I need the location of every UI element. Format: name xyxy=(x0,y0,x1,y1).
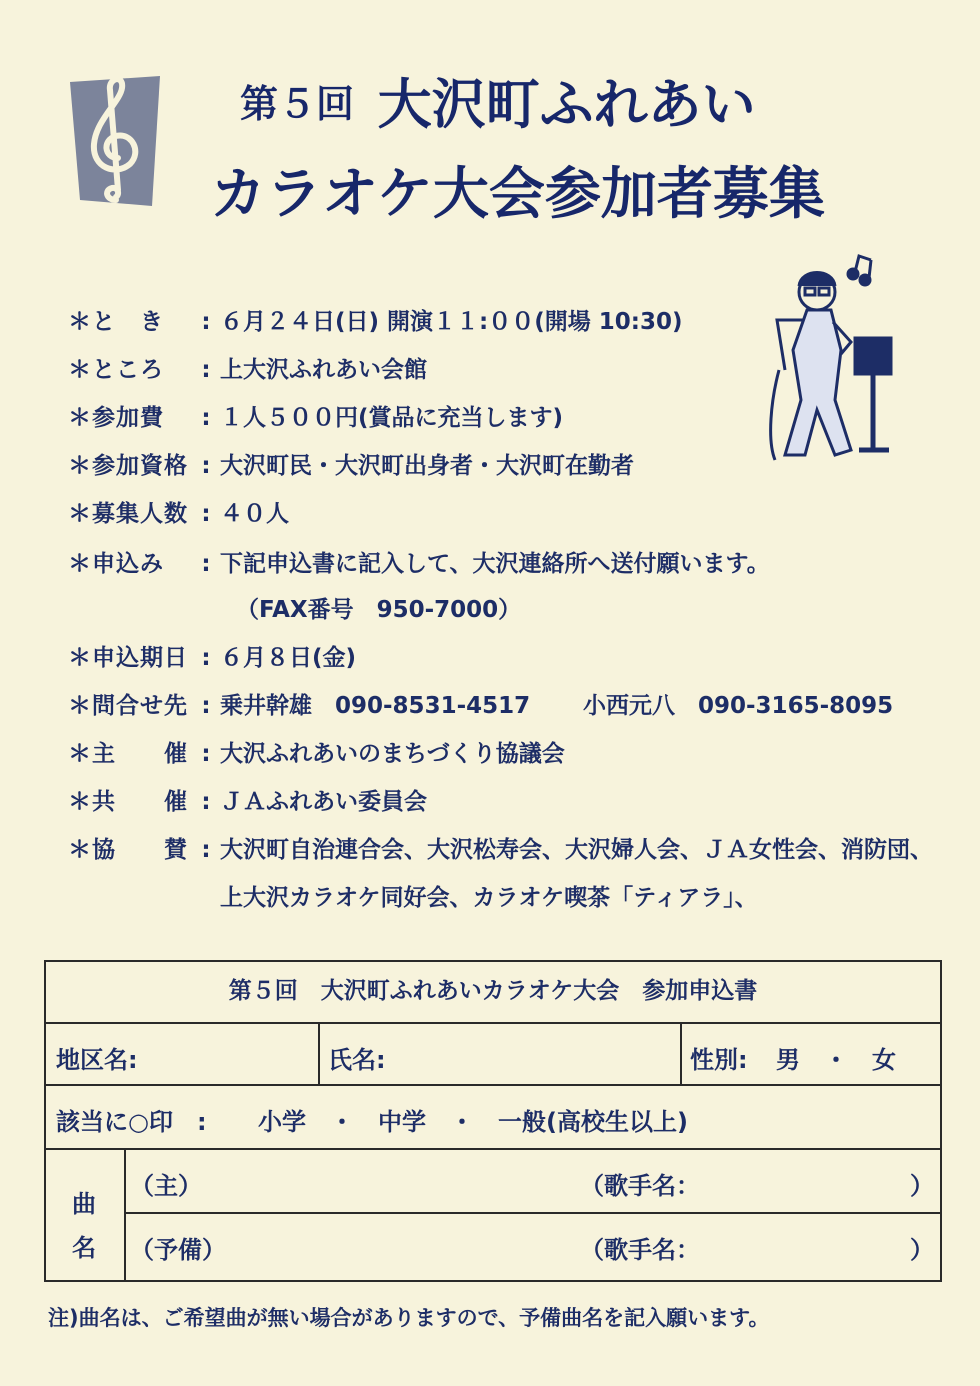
detail-value: ６月８日(金) xyxy=(220,645,357,671)
detail-label: ＊ところ xyxy=(68,357,164,383)
detail-separator: : xyxy=(201,789,211,815)
detail-organizer xyxy=(68,734,948,774)
detail-value: １人５００円(賞品に充当します) xyxy=(220,405,564,431)
detail-value: 大沢町民・大沢町出身者・大沢町在勤者 xyxy=(220,453,634,479)
close-paren: ） xyxy=(910,1172,934,1200)
detail-label: ＊共 催 xyxy=(68,789,188,815)
detail-application xyxy=(68,544,948,584)
detail-sponsors xyxy=(68,830,948,870)
detail-separator: : xyxy=(201,693,211,719)
treble-clef-icon xyxy=(66,72,164,210)
category-label: 該当に○印 : xyxy=(56,1108,207,1136)
spare-song-field[interactable]: （予備） xyxy=(130,1236,226,1264)
title-prefix: 第５回 xyxy=(240,82,355,126)
detail-deadline xyxy=(68,638,948,678)
detail-separator: : xyxy=(201,501,211,527)
detail-fee xyxy=(68,398,948,438)
detail-value: 乗井幹雄 090-8531-4517 xyxy=(220,693,531,719)
detail-value: 大沢町自治連合会、大沢松寿会、大沢婦人会、ＪＡ女性会、消防団、 xyxy=(220,837,933,863)
category-options[interactable]: 小学 ・ 中学 ・ 一般(高校生以上) xyxy=(258,1108,688,1136)
form-divider xyxy=(46,1148,940,1150)
detail-separator: : xyxy=(201,357,211,383)
detail-place xyxy=(68,350,948,390)
gender-options[interactable]: 男 ・ 女 xyxy=(776,1046,896,1074)
detail-capacity xyxy=(68,494,948,534)
spare-singer-field[interactable]: （歌手名： xyxy=(580,1236,700,1264)
detail-label: ＊問合せ先 xyxy=(68,693,188,719)
application-form xyxy=(44,960,942,1282)
song-label: 曲 xyxy=(72,1190,96,1218)
detail-label: ＊と き xyxy=(68,309,164,335)
detail-label: ＊主 催 xyxy=(68,741,188,767)
detail-label: ＊協 賛 xyxy=(68,837,188,863)
detail-separator: : xyxy=(201,837,211,863)
detail-label: ＊申込期日 xyxy=(68,645,188,671)
form-divider xyxy=(124,1212,940,1214)
name-field[interactable]: 氏名: xyxy=(328,1046,386,1074)
main-singer-field[interactable]: （歌手名： xyxy=(580,1172,700,1200)
detail-label: ＊参加資格 xyxy=(68,453,188,479)
detail-value: ６月２４日(日) 開演１１:００(開場 10:30) xyxy=(220,309,683,335)
form-divider xyxy=(46,1022,940,1024)
detail-value: 上大沢ふれあい会館 xyxy=(220,357,427,383)
song-label: 名 xyxy=(72,1234,96,1262)
detail-contact xyxy=(68,686,948,726)
detail-label: ＊申込み xyxy=(68,551,164,577)
detail-sponsors-cont xyxy=(68,878,948,918)
detail-value: 大沢ふれあいのまちづくり協議会 xyxy=(220,741,565,767)
detail-label: ＊参加費 xyxy=(68,405,164,431)
detail-date xyxy=(68,302,948,342)
district-field[interactable]: 地区名: xyxy=(56,1046,138,1074)
detail-value: （FAX番号 950-7000） xyxy=(236,597,522,623)
form-divider xyxy=(46,1084,940,1086)
form-divider xyxy=(680,1022,682,1084)
detail-value: ４０人 xyxy=(220,501,289,527)
form-title: 第５回 大沢町ふれあいカラオケ大会 参加申込書 xyxy=(228,978,758,1004)
footnote: 注)曲名は、ご希望曲が無い場合がありますので、予備曲名を記入願います。 xyxy=(48,1306,770,1330)
detail-separator: : xyxy=(201,645,211,671)
detail-fax xyxy=(68,590,948,630)
detail-value: 下記申込書に記入して、大沢連絡所へ送付願います。 xyxy=(220,551,770,577)
detail-separator: : xyxy=(201,551,211,577)
detail-value: ＪＡふれあい委員会 xyxy=(220,789,427,815)
gender-label: 性別: xyxy=(690,1046,748,1074)
detail-label: ＊募集人数 xyxy=(68,501,188,527)
detail-value: 上大沢カラオケ同好会、カラオケ喫茶「ティアラ」、 xyxy=(220,885,758,911)
main-song-field[interactable]: （主） xyxy=(130,1172,202,1200)
detail-separator: : xyxy=(201,309,211,335)
form-divider xyxy=(318,1022,320,1084)
event-subtitle: カラオケ大会参加者募集 xyxy=(210,162,825,227)
detail-eligibility xyxy=(68,446,948,486)
close-paren: ） xyxy=(910,1236,934,1264)
detail-co-organizer xyxy=(68,782,948,822)
form-divider xyxy=(124,1148,126,1280)
title-main: 大沢町ふれあい xyxy=(377,73,756,136)
detail-separator: : xyxy=(201,453,211,479)
detail-separator: : xyxy=(201,741,211,767)
event-title xyxy=(240,62,880,136)
detail-separator: : xyxy=(201,405,211,431)
detail-value-secondary: 小西元八 090-3165-8095 xyxy=(583,693,894,719)
